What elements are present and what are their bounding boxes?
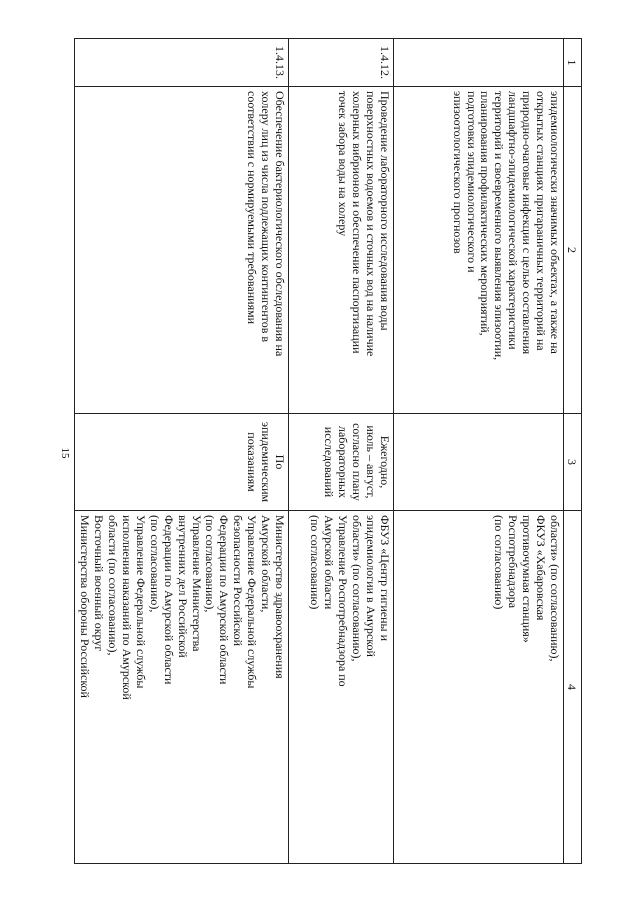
item-number: [394, 39, 564, 87]
executors-text: Министерство здравоохранения Амурской области, Управление Федеральной службы безопасности Российской Федерации по Амурской области (по согласованию), Управление Министерства внутренних дел Российской Федерации по Амурской области (по согласованию), Управление Федеральной службы исполнения наказаний по Амурской области (по согласованию), Восточный военный округ Министерства обороны Российской: [75, 511, 289, 864]
item-number: 1.4.13.: [75, 39, 289, 87]
period-text: Ежегодно, июль – август, согласно плану лабораторных исследований: [289, 414, 394, 511]
table-row: [289, 39, 394, 864]
header-col-3: 3: [564, 414, 582, 511]
item-number: 1.4.12.: [289, 39, 394, 87]
event-text: Проведение лабораторного исследования воды поверхностных водоемов и сточных вод на наличие холерных вибрионов и обеспечение паспортизации точек забора воды на холеру: [289, 87, 394, 414]
plan-table: [74, 38, 582, 864]
table-row: [75, 39, 289, 864]
header-col-1: 1: [564, 39, 582, 87]
rotated-table-container: [74, 38, 582, 863]
event-text: Обеспечение бактериологического обследования на холеру лиц из числа подлежащих контингентов в соответствии с нормируемыми требованиями: [75, 87, 289, 414]
header-col-4: 4: [564, 511, 582, 864]
executors-text: области» (по согласованию), ФКУЗ «Хабаровская противочумная станция» Роспотребнадзора (по согласованию): [394, 511, 564, 864]
table-header-row: [564, 39, 582, 864]
header-col-2: 2: [564, 87, 582, 414]
period-text: По эпидемическим показаниям: [75, 414, 289, 511]
event-text: эпидемиологически значимых объектах, а также на открытых станциях пригараничных территорий на природно-очаговые инфекции с целью составления ландшафтно-эпидемиологической характеристики территорий и своевременного выявления эпизоотии, планирования профилактических мероприятий, подготовки эпидемиологического и эпизоотологического прогнозов: [394, 87, 564, 414]
executors-text: ФБУЗ «Центр гигиены и эпидемиологии в Амурской области» (по согласованию), Управление Роспотребнадзора по Амурской области (по согласованию): [289, 511, 394, 864]
page-number: 15: [59, 447, 71, 459]
table-row: [394, 39, 564, 864]
period-text: [394, 414, 564, 511]
